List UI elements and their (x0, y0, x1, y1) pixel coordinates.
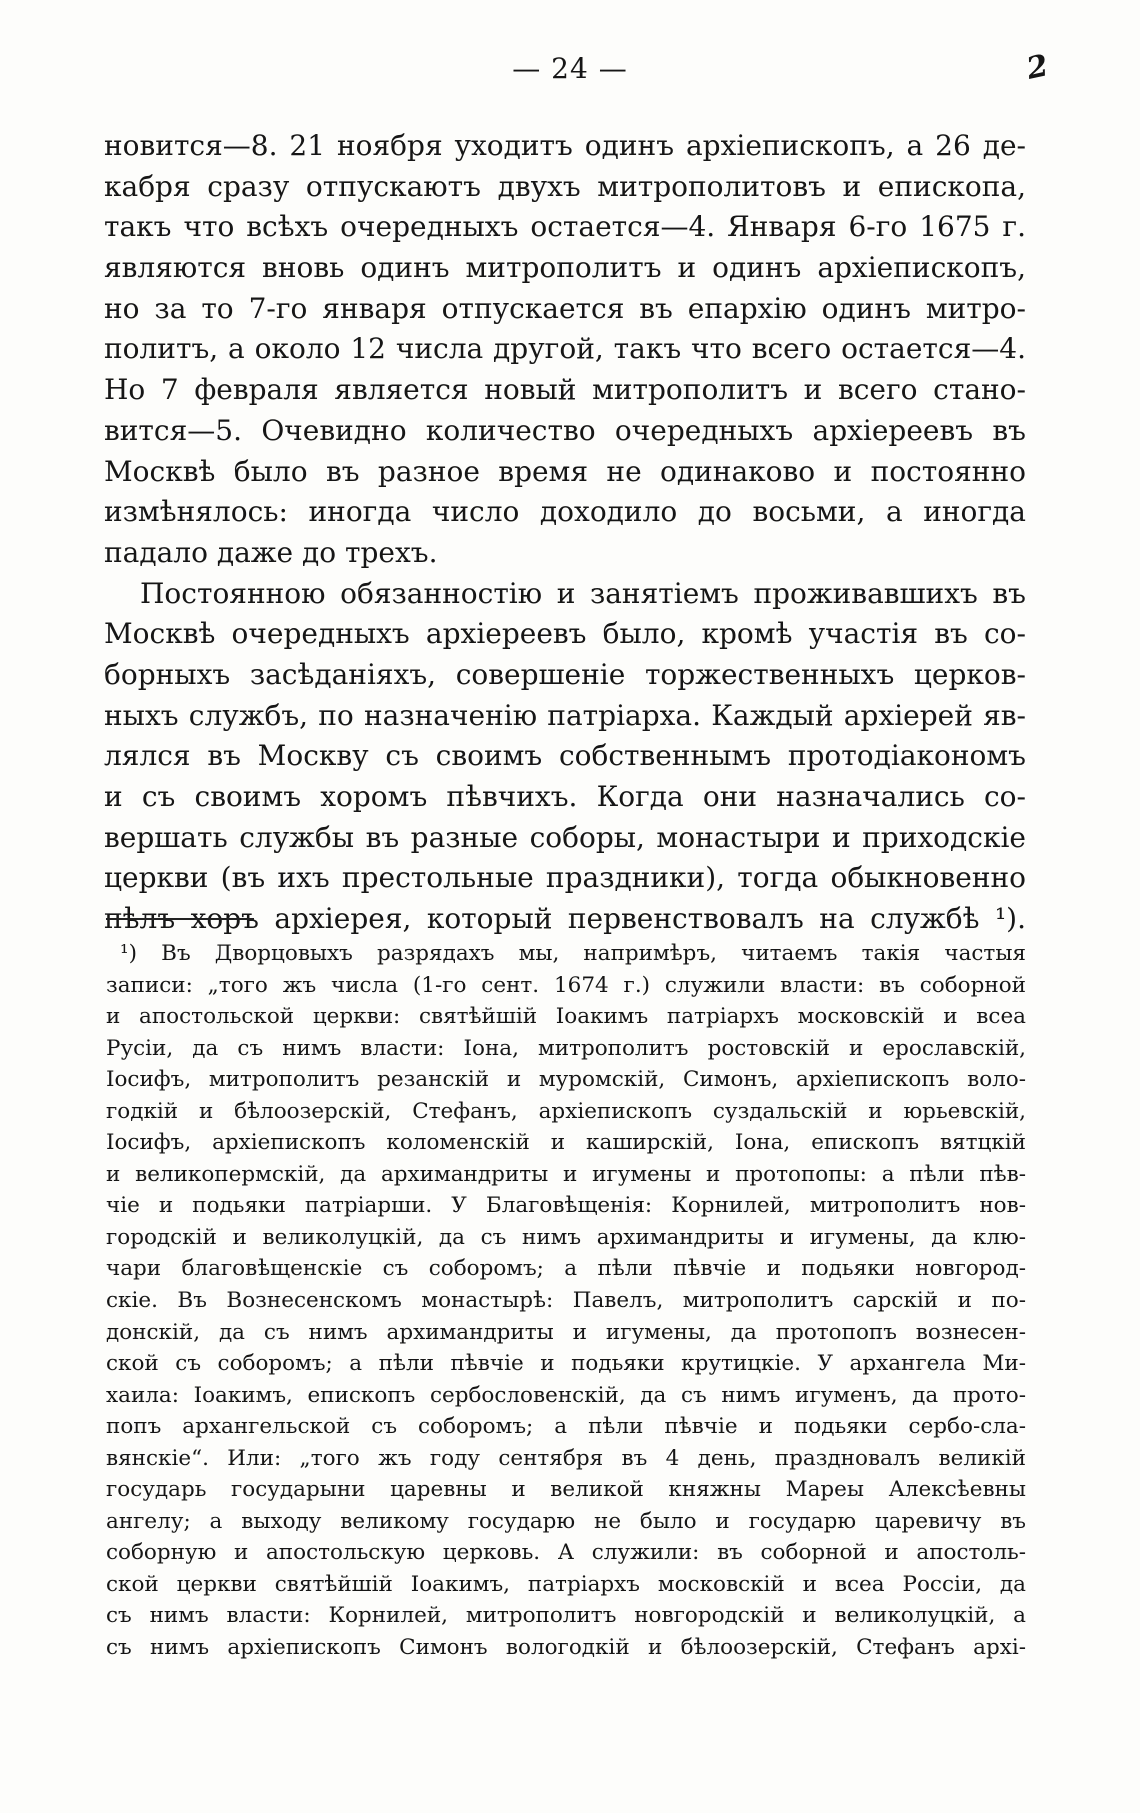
text-line: борныхъ засѣданіяхъ, совершеніе торжественныхъ церков- (104, 657, 1026, 691)
footnote-line: и апостольской церкви: святѣйшій Іоакимъ патріархъ московскій и всеа (106, 1004, 1026, 1030)
text-line: и съ своимъ хоромъ пѣвчихъ. Когда они назначались со- (104, 780, 1026, 813)
text-line: являются вновь одинъ митрополитъ и одинъ архіепископъ, (104, 251, 1026, 285)
text-line: политъ, а около 12 числа другой, такъ что всего остается—4. (104, 332, 1026, 366)
footnote (106, 938, 1026, 1664)
footnote-line: вянскіе“. Или: „того жъ году сентября въ 4 день, праздновалъ великій (106, 1445, 1026, 1471)
footnote-line: соборную и апостольскую церковь. А служили: въ соборной и апостоль- (106, 1540, 1026, 1566)
text-line: но за то 7-го января отпускается въ епархію одинъ митро- (104, 291, 1026, 325)
text-line: церкви (въ ихъ престольные праздники), тогда обыкновенно (104, 861, 1026, 895)
footnote-line: Іосифъ, архіепископъ коломенскій и каширскій, Іона, епископъ вятцкій (106, 1130, 1026, 1156)
handwritten-corner-mark: 2 (1023, 48, 1052, 87)
text-line: Москвѣ очередныхъ архіереевъ было, кромѣ участія въ со- (104, 617, 1026, 651)
footnote-line: ской съ соборомъ; а пѣли пѣвчіе и подьяки крутицкіе. У архангела Ми- (106, 1351, 1026, 1377)
footnote-line: скіе. Въ Вознесенскомъ монастырѣ: Павелъ, митрополитъ сарскій и по- (106, 1288, 1026, 1314)
page-header (0, 48, 1140, 92)
footnote-line: Русіи, да съ нимъ власти: Іона, митрополитъ ростовскій и ерославскій, (106, 1035, 1026, 1061)
footnote-line: попъ архангельской съ соборомъ; а пѣли пѣвчіе и подьяки сербо-сла- (106, 1414, 1026, 1440)
footnote-line: городскій и великолуцкій, да съ нимъ архимандриты и игумены, да клю- (106, 1224, 1026, 1250)
footnote-line: донскій, да съ нимъ архимандриты и игумены, да протопопъ вознесен- (106, 1319, 1026, 1345)
footnote-line: ¹) Въ Дворцовыхъ разрядахъ мы, напримѣръ, читаемъ такія частыя (120, 941, 1026, 966)
footnote-line: Іосифъ, митрополитъ резанскій и муромскій, Симонъ, архіепископъ воло- (106, 1067, 1026, 1093)
text-line: кабря сразу отпускаютъ двухъ митрополитовъ и епископа, (104, 169, 1026, 203)
footnote-divider (106, 918, 254, 920)
footnote-line: чари благовѣщенскіе съ соборомъ; а пѣли пѣвчіе и подьяки новгород- (106, 1256, 1026, 1282)
text-line: вершать службы въ разные соборы, монастыри и приходскіе (104, 820, 1026, 854)
footnote-line: ангелу; а выходу великому государю не было и государю царевичу въ (106, 1508, 1026, 1534)
main-text (104, 126, 1026, 940)
text-line: такъ что всѣхъ очередныхъ остается—4. Января 6-го 1675 г. (104, 210, 1026, 244)
footnote-line: чіе и подьяки патріарши. У Благовѣщенія: Корнилей, митрополитъ нов- (106, 1193, 1026, 1219)
footnote-line: съ нимъ власти: Корнилей, митрополитъ новгородскій и великолуцкій, а (106, 1603, 1026, 1629)
text-line: пѣлъ хоръ архіерея, который первенствовалъ на службѣ ¹). (104, 902, 1026, 936)
footnote-line: записи: „того жъ числа (1-го сент. 1674 г.) служили власти: въ соборной (106, 972, 1026, 998)
text-line: Москвѣ было въ разное время не одинаково и постоянно (104, 454, 1026, 488)
footnote-line: годкій и бѣлоозерскій, Стефанъ, архіепископъ суздальскій и юрьевскій, (106, 1098, 1026, 1124)
text-line: Постоянною обязанностію и занятіемъ проживавшихъ въ (140, 576, 1026, 610)
text-line: лялся въ Москву съ своимъ собственнымъ протодіакономъ (104, 739, 1026, 773)
text-line: ныхъ службъ, по назначенію патріарха. Каждый архіерей яв- (104, 698, 1026, 732)
text-line: Но 7 февраля является новый митрополитъ и всего стано- (104, 373, 1026, 407)
footnote-line: ской церкви святѣйшій Іоакимъ, патріархъ московскій и всеа Россіи, да (106, 1571, 1026, 1597)
text-line: новится—8. 21 ноября уходитъ одинъ архіепископъ, а 26 де- (104, 129, 1026, 162)
footnote-line: государь государыни царевны и великой княжны Мареы Алексѣевны (106, 1477, 1026, 1503)
page-number: — 24 — (512, 52, 628, 85)
text-line: вится—5. Очевидно количество очередныхъ архіереевъ въ (104, 413, 1026, 447)
footnote-line: хаила: Іоакимъ, епископъ сербословенскій, да съ нимъ игуменъ, да прото- (106, 1382, 1026, 1408)
footnote-line: и великопермскій, да архимандриты и игумены и протопопы: а пѣли пѣв- (106, 1161, 1026, 1187)
text-line: измѣнялось: иногда число доходило до восьми, а иногда (104, 495, 1026, 529)
text-line: падало даже до трехъ. (104, 535, 438, 569)
footnote-line: съ нимъ архіепископъ Симонъ вологодкій и бѣлоозерскій, Стефанъ архі- (106, 1635, 1026, 1661)
